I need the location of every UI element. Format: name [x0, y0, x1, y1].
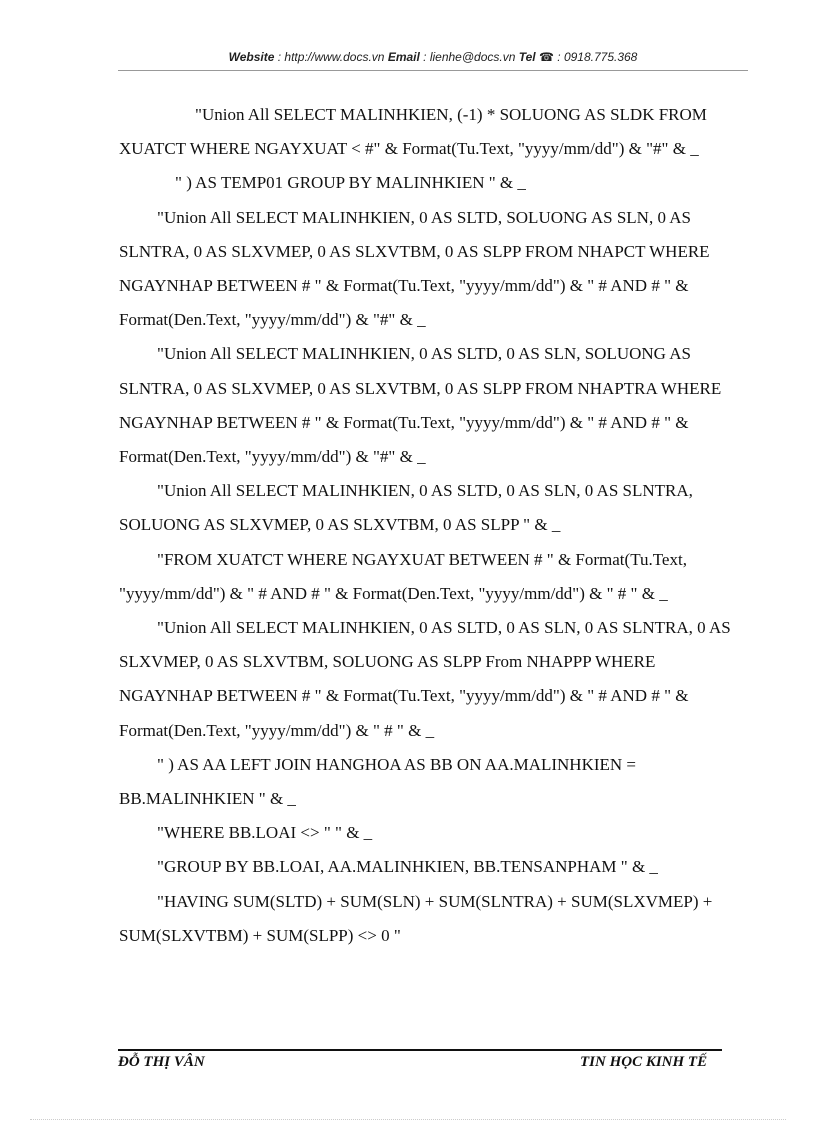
code-line-6: "FROM XUATCT WHERE NGAYXUAT BETWEEN # " & Format(Tu.Text, "yyyy/mm/dd") & " # AND # " & Format(Den.Text, "yyyy/mm/dd") & " # " & _: [119, 549, 687, 603]
code-line-7: "Union All SELECT MALINHKIEN, 0 AS SLTD, 0 AS SLN, 0 AS SLNTRA, 0 AS SLXVMEP, 0 AS SLXVTBM, SOLUONG AS SLPP From NHAPPP WHERE NGAYNHAP BETWEEN # " & Format(Tu.Text, "yyyy/mm/dd") & " # AND # " & Format(Den.Text, "yyyy/mm/dd") & " # " & _: [119, 618, 731, 740]
website-label: Website: [228, 50, 275, 64]
footer-author: ĐỖ THỊ VÂN: [118, 1054, 205, 1070]
code-line-2: " ) AS TEMP01 GROUP BY MALINHKIEN " & _: [175, 173, 526, 193]
phone-icon: ☎: [538, 50, 554, 64]
code-line-1: "Union All SELECT MALINHKIEN, (-1) * SOLUONG AS SLDK FROM XUATCT WHERE NGAYXUAT < #" & Format(Tu.Text, "yyyy/mm/dd") & "#" & _: [119, 105, 707, 159]
code-line-3: "Union All SELECT MALINHKIEN, 0 AS SLTD, SOLUONG AS SLN, 0 AS SLNTRA, 0 AS SLXVMEP, 0 AS SLXVTBM, 0 AS SLPP FROM NHAPCT WHERE NGAYNHAP BETWEEN # " & Format(Tu.Text, "yyyy/mm/dd") & " # AND # " & Format(Den.Text, "yyyy/mm/dd") & "#" & _: [119, 207, 710, 330]
header-divider: [118, 70, 748, 71]
website-value: : http://www.docs.vn: [274, 50, 388, 64]
email-label: Email: [387, 50, 420, 64]
code-line-11: "HAVING SUM(SLTD) + SUM(SLN) + SUM(SLNTRA) + SUM(SLXVMEP) + SUM(SLXVTBM) + SUM(SLPP) <> 0 ": [119, 891, 713, 945]
footer-divider: [118, 1049, 722, 1051]
code-line-4: "Union All SELECT MALINHKIEN, 0 AS SLTD, 0 AS SLN, SOLUONG AS SLNTRA, 0 AS SLXVMEP, 0 AS SLXVTBM, 0 AS SLPP FROM NHAPTRA WHERE NGAYNHAP BETWEEN # " & Format(Tu.Text, "yyyy/mm/dd") & " # AND # " & Format(Den.Text, "yyyy/mm/dd") & "#" & _: [119, 344, 722, 467]
code-line-10: "GROUP BY BB.LOAI, AA.MALINHKIEN, BB.TENSANPHAM " & _: [157, 857, 658, 877]
code-listing: [119, 98, 749, 953]
page-bottom-border: [30, 1119, 786, 1120]
code-line-5: "Union All SELECT MALINHKIEN, 0 AS SLTD, 0 AS SLN, 0 AS SLNTRA, SOLUONG AS SLXVMEP, 0 AS SLXVTBM, 0 AS SLPP " & _: [119, 481, 693, 535]
code-line-8: " ) AS AA LEFT JOIN HANGHOA AS BB ON AA.MALINHKIEN = BB.MALINHKIEN " & _: [119, 754, 637, 809]
tel-value: : 0918.775.368: [553, 50, 638, 64]
tel-label: Tel: [518, 50, 536, 64]
footer-subject: TIN HỌC KINH TẾ: [580, 1054, 708, 1070]
code-line-9: "WHERE BB.LOAI <> " " & _: [157, 823, 373, 843]
email-value: : lienhe@docs.vn: [419, 50, 519, 64]
page-header: [118, 50, 748, 64]
